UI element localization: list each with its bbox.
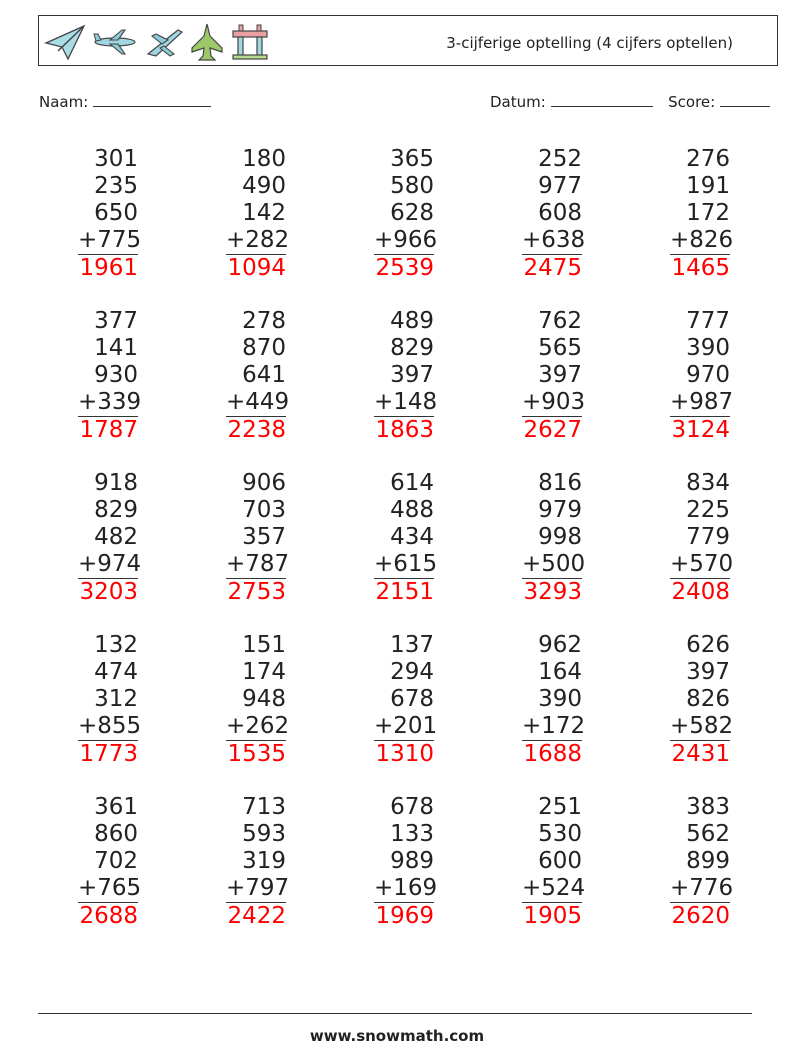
name-label: Naam: xyxy=(39,93,89,111)
addend-1: 151 xyxy=(242,632,286,658)
addend-1: 278 xyxy=(242,308,286,334)
addend-1: 377 xyxy=(94,308,138,334)
addend-2: 397 xyxy=(686,659,730,685)
addend-3: 142 xyxy=(242,200,286,226)
addend-1: 276 xyxy=(686,146,730,172)
date-label: Datum: xyxy=(490,93,546,111)
addition-problem xyxy=(670,146,734,282)
addend-1: 713 xyxy=(242,794,286,820)
addend-1: 489 xyxy=(390,308,434,334)
addition-problem xyxy=(522,308,586,444)
answer: 2408 xyxy=(671,579,730,605)
addend-4: +615 xyxy=(374,551,438,577)
answer: 2753 xyxy=(227,579,286,605)
addend-2: 562 xyxy=(686,821,730,847)
addend-4: +903 xyxy=(522,389,586,415)
addend-4: +765 xyxy=(78,875,142,901)
answer: 3203 xyxy=(79,579,138,605)
addend-1: 906 xyxy=(242,470,286,496)
addend-4: +148 xyxy=(374,389,438,415)
addend-4: +776 xyxy=(670,875,734,901)
addition-problem xyxy=(670,308,734,444)
addend-1: 626 xyxy=(686,632,730,658)
answer: 2422 xyxy=(227,903,286,929)
addend-2: 174 xyxy=(242,659,286,685)
addend-2: 164 xyxy=(538,659,582,685)
addend-4: +797 xyxy=(226,875,290,901)
addend-4: +169 xyxy=(374,875,438,901)
addition-problem xyxy=(670,794,734,930)
addend-3: 608 xyxy=(538,200,582,226)
addition-problem xyxy=(522,146,586,282)
addend-3: 434 xyxy=(390,524,434,550)
answer: 2431 xyxy=(671,741,730,767)
addend-4: +570 xyxy=(670,551,734,577)
answer: 3124 xyxy=(671,417,730,443)
addend-3: 397 xyxy=(538,362,582,388)
addend-4: +974 xyxy=(78,551,142,577)
addition-problem xyxy=(374,470,438,606)
answer: 1535 xyxy=(227,741,286,767)
addend-2: 860 xyxy=(94,821,138,847)
addend-4: +966 xyxy=(374,227,438,253)
addend-1: 252 xyxy=(538,146,582,172)
answer: 1905 xyxy=(523,903,582,929)
addend-2: 580 xyxy=(390,173,434,199)
addend-1: 383 xyxy=(686,794,730,820)
paper-plane-icon xyxy=(44,23,86,61)
addition-problem xyxy=(78,632,142,768)
addend-3: 600 xyxy=(538,848,582,874)
addition-problem xyxy=(522,794,586,930)
addend-3: 390 xyxy=(538,686,582,712)
date-blank[interactable] xyxy=(551,94,653,107)
answer: 3293 xyxy=(523,579,582,605)
addend-2: 141 xyxy=(94,335,138,361)
addend-4: +987 xyxy=(670,389,734,415)
addend-1: 962 xyxy=(538,632,582,658)
answer: 2620 xyxy=(671,903,730,929)
addend-4: +855 xyxy=(78,713,142,739)
addend-2: 829 xyxy=(390,335,434,361)
addend-2: 530 xyxy=(538,821,582,847)
addend-4: +500 xyxy=(522,551,586,577)
addend-3: 641 xyxy=(242,362,286,388)
date-score-fields xyxy=(490,93,770,111)
addend-2: 490 xyxy=(242,173,286,199)
addend-3: 172 xyxy=(686,200,730,226)
addend-2: 829 xyxy=(94,497,138,523)
addition-problem xyxy=(226,470,290,606)
addend-2: 870 xyxy=(242,335,286,361)
header-icons xyxy=(44,22,270,62)
addend-3: 930 xyxy=(94,362,138,388)
addend-2: 191 xyxy=(686,173,730,199)
answer: 2151 xyxy=(375,579,434,605)
answer: 1787 xyxy=(79,417,138,443)
addend-1: 816 xyxy=(538,470,582,496)
addition-problem xyxy=(78,308,142,444)
addend-1: 361 xyxy=(94,794,138,820)
answer: 1465 xyxy=(671,255,730,281)
answer: 2539 xyxy=(375,255,434,281)
addend-3: 702 xyxy=(94,848,138,874)
addend-3: 899 xyxy=(686,848,730,874)
addend-1: 614 xyxy=(390,470,434,496)
addend-1: 137 xyxy=(390,632,434,658)
addition-problem xyxy=(226,308,290,444)
addend-2: 390 xyxy=(686,335,730,361)
addend-2: 565 xyxy=(538,335,582,361)
addition-problem xyxy=(78,794,142,930)
addend-4: +582 xyxy=(670,713,734,739)
addend-2: 703 xyxy=(242,497,286,523)
score-blank[interactable] xyxy=(720,94,770,107)
addend-4: +282 xyxy=(226,227,290,253)
addition-problem xyxy=(522,470,586,606)
addend-2: 235 xyxy=(94,173,138,199)
addend-1: 834 xyxy=(686,470,730,496)
answer: 1969 xyxy=(375,903,434,929)
addend-1: 918 xyxy=(94,470,138,496)
answer: 2475 xyxy=(523,255,582,281)
addend-1: 301 xyxy=(94,146,138,172)
addition-problem xyxy=(670,470,734,606)
answer: 1310 xyxy=(375,741,434,767)
addend-3: 319 xyxy=(242,848,286,874)
addend-3: 628 xyxy=(390,200,434,226)
name-blank[interactable] xyxy=(93,94,211,107)
footer-site: www.snowmath.com xyxy=(309,1027,485,1045)
addend-3: 312 xyxy=(94,686,138,712)
addend-1: 762 xyxy=(538,308,582,334)
addition-problem xyxy=(78,470,142,606)
addend-1: 678 xyxy=(390,794,434,820)
page-title: 3-cijferige optelling (4 cijfers optellen) xyxy=(446,34,733,52)
addition-problem xyxy=(374,794,438,930)
addition-problem xyxy=(226,632,290,768)
addend-3: 779 xyxy=(686,524,730,550)
addend-4: +787 xyxy=(226,551,290,577)
addition-problem xyxy=(374,308,438,444)
answer: 2238 xyxy=(227,417,286,443)
addend-3: 826 xyxy=(686,686,730,712)
addend-1: 251 xyxy=(538,794,582,820)
addend-4: +449 xyxy=(226,389,290,415)
name-field xyxy=(39,93,211,111)
answer: 1688 xyxy=(523,741,582,767)
jet-icon xyxy=(144,24,184,60)
addend-2: 977 xyxy=(538,173,582,199)
addend-4: +172 xyxy=(522,713,586,739)
addend-1: 180 xyxy=(242,146,286,172)
addend-4: +826 xyxy=(670,227,734,253)
answer: 1094 xyxy=(227,255,286,281)
addend-3: 397 xyxy=(390,362,434,388)
addend-4: +775 xyxy=(78,227,142,253)
addend-4: +339 xyxy=(78,389,142,415)
answer: 1961 xyxy=(79,255,138,281)
answer: 1863 xyxy=(375,417,434,443)
addition-problem xyxy=(374,632,438,768)
addend-2: 488 xyxy=(390,497,434,523)
header-box xyxy=(38,15,778,66)
answer: 1773 xyxy=(79,741,138,767)
addend-3: 989 xyxy=(390,848,434,874)
addend-4: +262 xyxy=(226,713,290,739)
addition-problem xyxy=(670,632,734,768)
addend-2: 474 xyxy=(94,659,138,685)
addition-problem xyxy=(374,146,438,282)
addend-2: 294 xyxy=(390,659,434,685)
addend-2: 225 xyxy=(686,497,730,523)
answer: 2688 xyxy=(79,903,138,929)
addend-2: 133 xyxy=(390,821,434,847)
addition-problem xyxy=(226,794,290,930)
addend-4: +201 xyxy=(374,713,438,739)
addend-4: +524 xyxy=(522,875,586,901)
answer: 2627 xyxy=(523,417,582,443)
gate-icon xyxy=(230,23,270,61)
score-label: Score: xyxy=(668,93,716,111)
addition-problem xyxy=(226,146,290,282)
addend-2: 593 xyxy=(242,821,286,847)
addend-3: 998 xyxy=(538,524,582,550)
addition-problem xyxy=(78,146,142,282)
addend-3: 948 xyxy=(242,686,286,712)
addition-problem xyxy=(522,632,586,768)
addend-2: 979 xyxy=(538,497,582,523)
addend-3: 678 xyxy=(390,686,434,712)
footer-divider xyxy=(38,1013,752,1014)
addend-1: 132 xyxy=(94,632,138,658)
fighter-jet-icon xyxy=(190,22,224,62)
addend-1: 777 xyxy=(686,308,730,334)
addend-3: 650 xyxy=(94,200,138,226)
addend-1: 365 xyxy=(390,146,434,172)
addend-3: 482 xyxy=(94,524,138,550)
addend-3: 970 xyxy=(686,362,730,388)
addend-3: 357 xyxy=(242,524,286,550)
addend-4: +638 xyxy=(522,227,586,253)
airplane-icon xyxy=(92,27,138,57)
